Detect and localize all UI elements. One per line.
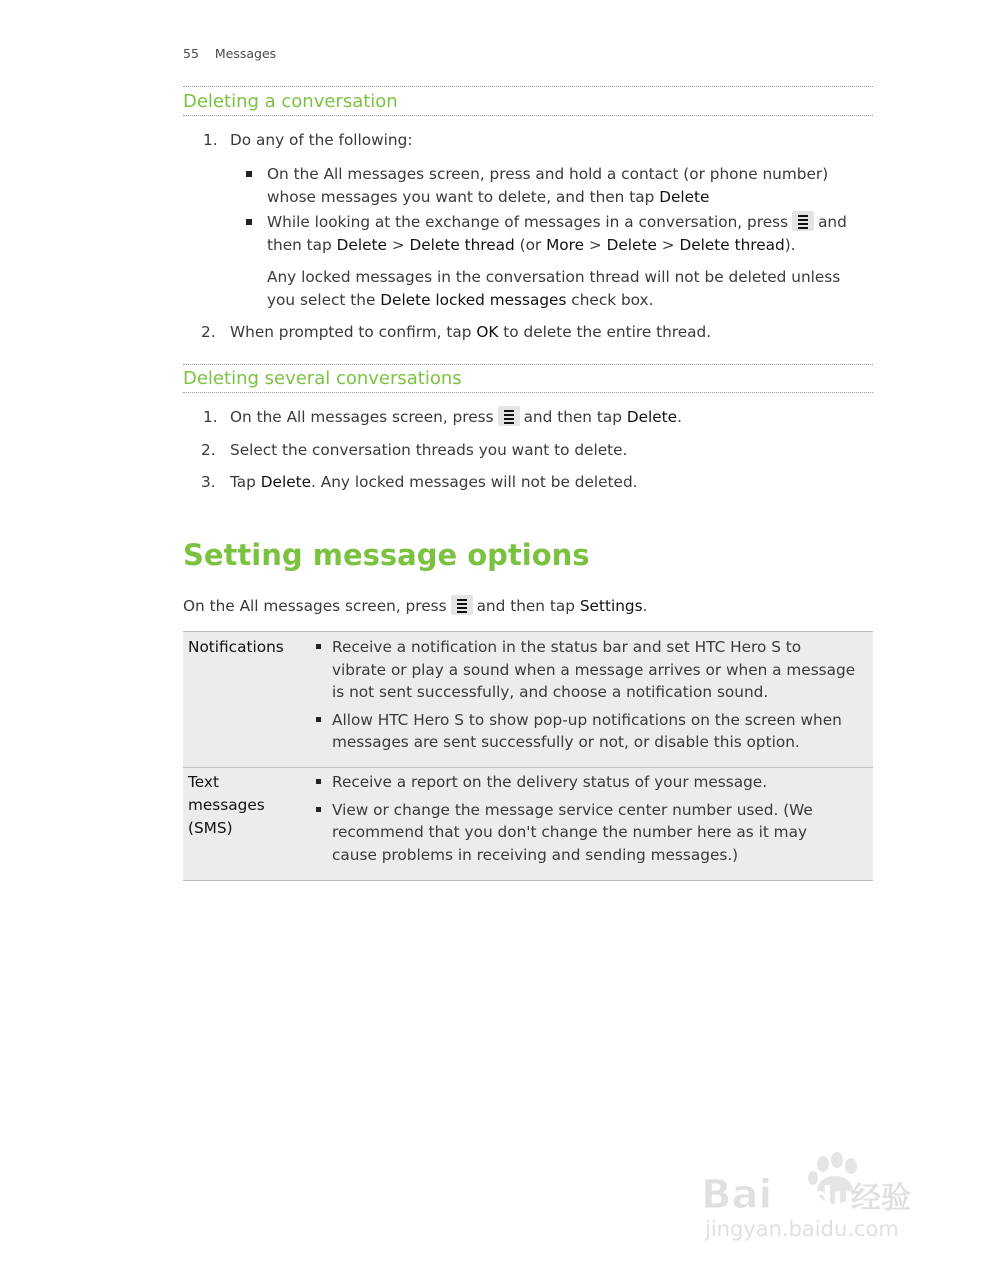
step-text: Tap Delete. Any locked messages will not be deleted.: [230, 473, 638, 491]
svg-text:经验: 经验: [851, 1181, 911, 1216]
square-bullet-icon: [316, 779, 321, 784]
step-text: When prompted to confirm, tap OK to delete the entire thread.: [230, 323, 712, 341]
table-row-divider: [183, 767, 873, 768]
menu-icon: [451, 595, 473, 615]
square-bullet-icon: [246, 171, 252, 177]
divider: [183, 392, 873, 393]
step-number: 2.: [201, 323, 216, 341]
square-bullet-icon: [316, 807, 321, 812]
table-label-text-messages: messages: [188, 796, 265, 814]
baidu-jingyan-watermark: [701, 1150, 931, 1245]
table-line: recommend that you don't change the number here as it may: [332, 823, 808, 841]
table-line: Allow HTC Hero S to show pop-up notifications on the screen when: [332, 711, 842, 729]
menu-icon: [792, 211, 814, 231]
table-label-text-messages: (SMS): [188, 819, 233, 837]
table-line: Receive a notification in the status bar and set HTC Hero S to: [332, 638, 802, 656]
section-title-deleting-several: Deleting several conversations: [183, 368, 462, 389]
divider: [183, 115, 873, 116]
svg-text:du: du: [811, 1181, 854, 1216]
svg-text:Bai: Bai: [701, 1172, 773, 1218]
step-number: 3.: [201, 473, 216, 491]
step-text: On the All messages screen, press and then tap Delete.: [230, 408, 682, 426]
table-line: messages are sent successfully or not, or disable this option.: [332, 733, 800, 751]
bullet-line: On the All messages screen, press and hold a contact (or phone number): [267, 165, 829, 183]
table-line: View or change the message service center number used. (We: [332, 801, 813, 819]
note-line: you select the Delete locked messages check box.: [267, 291, 654, 309]
page-number: 55: [183, 46, 199, 61]
table-line: is not sent successfully, and choose a notification sound.: [332, 683, 769, 701]
table-label-text-messages: Text: [188, 773, 219, 791]
menu-icon: [498, 406, 520, 426]
divider: [183, 364, 873, 365]
bullet-line: whose messages you want to delete, and then tap Delete: [267, 188, 710, 206]
step-text: Select the conversation threads you want to delete.: [230, 441, 628, 459]
watermark-logo-icon: [701, 1150, 931, 1245]
bullet-line: then tap Delete > Delete thread (or More > Delete > Delete thread).: [267, 236, 796, 254]
step-number: 1.: [203, 131, 218, 149]
divider: [183, 86, 873, 87]
square-bullet-icon: [316, 644, 321, 649]
table-line: vibrate or play a sound when a message arrives or when a message: [332, 661, 856, 679]
running-section-title: Messages: [214, 46, 277, 61]
bullet-line: While looking at the exchange of messages in a conversation, press and: [267, 213, 847, 231]
svg-text:jingyan.baidu.com: jingyan.baidu.com: [705, 1217, 899, 1241]
square-bullet-icon: [246, 219, 252, 225]
square-bullet-icon: [316, 717, 321, 722]
step-number: 2.: [201, 441, 216, 459]
ui-term-delete: Delete: [659, 188, 710, 206]
page-header: [183, 46, 276, 61]
intro-text: On the All messages screen, press and then tap Settings.: [183, 597, 648, 615]
table-line: Receive a report on the delivery status of your message.: [332, 773, 768, 791]
table-label-notifications: Notifications: [188, 638, 284, 656]
table-line: cause problems in receiving and sending messages.): [332, 846, 739, 864]
note-line: Any locked messages in the conversation thread will not be deleted unless: [267, 268, 841, 286]
heading-setting-message-options: Setting message options: [183, 538, 590, 572]
section-title-deleting-conversation: Deleting a conversation: [183, 91, 398, 112]
step-number: 1.: [203, 408, 218, 426]
step-text: Do any of the following:: [230, 131, 413, 149]
